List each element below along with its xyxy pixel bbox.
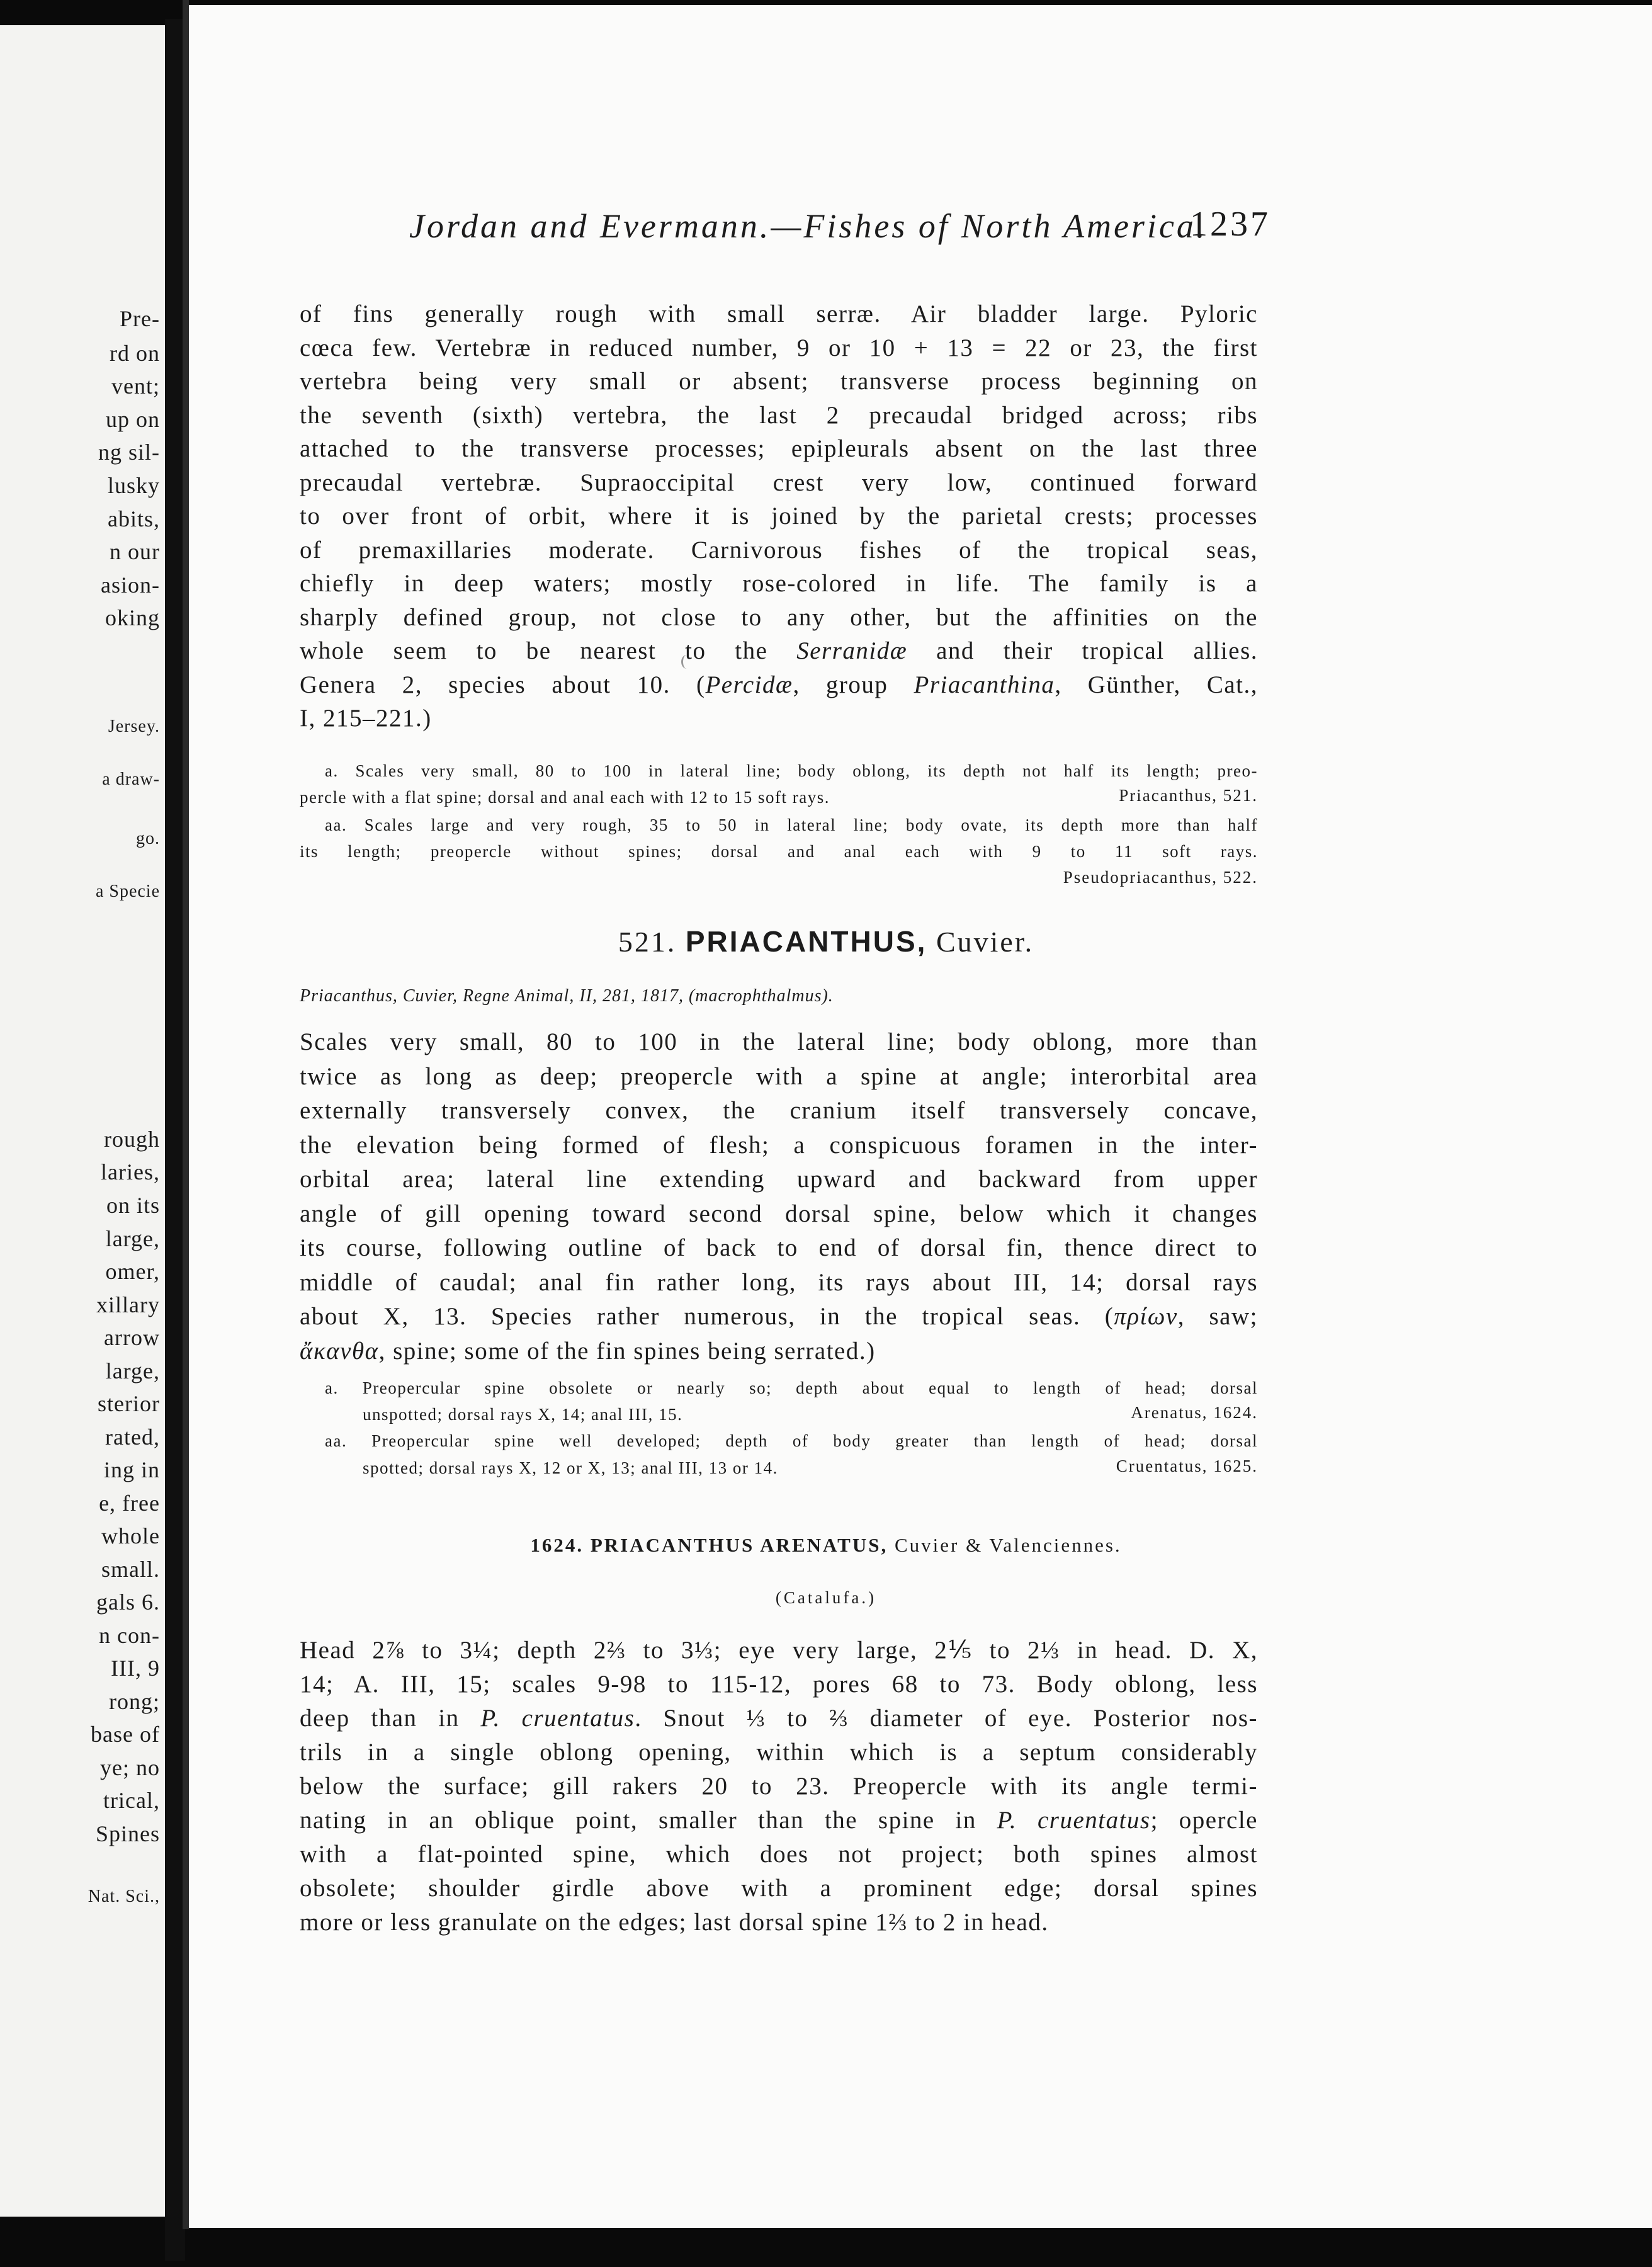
facing-page-text-fragment: ye; no (100, 1755, 160, 1780)
facing-page-text-fragment: a draw- (102, 770, 160, 789)
facing-page-text-fragment: sterior (98, 1391, 160, 1416)
facing-page-text-fragment: n our (110, 539, 160, 564)
genus-text-line: ἄκανθα, spine; some of the fin spines being serrated.) (300, 1337, 876, 1365)
facing-page-text-fragment: rated, (105, 1424, 160, 1450)
family-text-line: of premaxillaries moderate. Carnivorous fishes of the tropical seas, (300, 536, 1258, 564)
genus-key-line: aa. Scales large and very rough, 35 to 50 in lateral line; body ovate, its depth more than half (325, 815, 1258, 834)
facing-page-text-fragment: base of (91, 1722, 160, 1747)
facing-page-fragment (0, 25, 165, 2217)
species-name: PRIACANTHUS ARENATUS, (590, 1534, 888, 1556)
facing-page-text-fragment: rough (104, 1127, 160, 1152)
facing-page-text-fragment: xillary (96, 1292, 160, 1317)
family-text-line: cœca few. Vertebræ in reduced number, 9 or 10 + 13 = 22 or 23, the first (300, 334, 1258, 361)
facing-page-text-fragment: trical, (103, 1788, 160, 1813)
genus-key-reference: Priacanthus, 521. (1119, 786, 1258, 805)
species-key-reference: Cruentatus, 1625. (1116, 1457, 1258, 1475)
family-text-line: to over front of orbit, where it is joined by the parietal crests; processes (300, 503, 1258, 530)
facing-page-text-fragment: oking (105, 605, 160, 630)
facing-page-text-fragment: omer, (105, 1259, 160, 1284)
facing-page-text-fragment: Nat. Sci., (88, 1887, 160, 1906)
family-text-line: of fins generally rough with small serræ. Air bladder large. Pyloric (300, 300, 1258, 327)
species-text-line: 14; A. III, 15; scales 9-98 to 115-12, pores 68 to 73. Body oblong, less (300, 1671, 1258, 1698)
genus-citation: Priacanthus, Cuvier, Regne Animal, II, 281, 1817, (macrophthalmus). (300, 986, 834, 1006)
family-text-line: chiefly in deep waters; mostly rose-colored in life. The family is a (300, 570, 1258, 597)
species-common-name: (Catalufa.) (775, 1588, 877, 1607)
species-text-line: Head 2⅞ to 3¼; depth 2⅔ to 3⅓; eye very large, 2⅕ to 2⅓ in head. D. X, (300, 1637, 1258, 1664)
family-text-line: attached to the transverse processes; epipleurals absent on the last three (300, 435, 1258, 462)
facing-page-text-fragment: asion- (101, 572, 160, 598)
genus-key-reference: Pseudopriacanthus, 522. (1063, 868, 1258, 887)
facing-page-text-fragment: III, 9 (111, 1656, 160, 1681)
genus-text-line: about X, 13. Species rather numerous, in the tropical seas. (πρίων, saw; (300, 1303, 1258, 1330)
facing-page-text-fragment: ing in (103, 1457, 160, 1482)
species-text-line: obsolete; shoulder girdle above with a prominent edge; dorsal spines (300, 1875, 1258, 1902)
facing-page-text-fragment: Jersey. (108, 717, 160, 736)
facing-page-text-fragment: n con- (99, 1623, 160, 1648)
genus-text-line: orbital area; lateral line extending upward and backward from upper (300, 1166, 1258, 1193)
genus-key-line: percle with a flat spine; dorsal and anal each with 12 to 15 soft rays. (300, 788, 830, 807)
facing-page-text-fragment: a Specie (95, 882, 160, 901)
family-text-line: vertebra being very small or absent; transverse process beginning on (300, 368, 1258, 395)
species-key-line: a. Preopercular spine obsolete or nearly so; depth about equal to length of head; dorsal (325, 1378, 1258, 1397)
genus-text-line: its course, following outline of back to end of dorsal fin, thence direct to (300, 1234, 1258, 1261)
facing-page-text-fragment: laries, (101, 1159, 160, 1185)
family-text-line: Genera 2, species about 10. (Percidæ, group Priacanthina, Günther, Cat., (300, 671, 1258, 698)
genus-name: PRIACANTHUS, (685, 925, 927, 958)
facing-page-text-fragment: up on (106, 407, 160, 432)
facing-page-text-fragment: arrow (104, 1325, 160, 1350)
species-key-reference: Arenatus, 1624. (1131, 1403, 1258, 1422)
species-key-line: aa. Preopercular spine well developed; depth of body greater than length of head; dorsal (325, 1431, 1258, 1450)
facing-page-text-fragment: rd on (110, 341, 160, 366)
genus-key-line: its length; preopercle without spines; dorsal and anal each with 9 to 11 soft rays. (300, 842, 1258, 861)
book-gutter (165, 19, 185, 2261)
facing-page-text-fragment: whole (101, 1523, 160, 1548)
species-text-line: below the surface; gill rakers 20 to 23. Preopercle with its angle termi- (300, 1773, 1258, 1800)
genus-text-line: Scales very small, 80 to 100 in the lateral line; body oblong, more than (300, 1028, 1258, 1055)
species-text-line: deep than in P. cruentatus. Snout ⅓ to ⅔ diameter of eye. Posterior nos- (300, 1705, 1258, 1732)
species-heading (0, 1534, 1652, 1557)
facing-page-text-fragment: small. (101, 1557, 160, 1582)
species-text-line: nating in an oblique point, smaller than the spine in P. cruentatus; opercle (300, 1807, 1258, 1834)
genus-author: Cuvier. (936, 926, 1034, 958)
family-text-line: I, 215–221.) (300, 705, 432, 732)
genus-text-line: angle of gill opening toward second dorsal spine, below which it changes (300, 1200, 1258, 1227)
genus-text-line: twice as long as deep; preopercle with a spine at angle; interorbital area (300, 1062, 1258, 1090)
family-text-line: the seventh (sixth) vertebra, the last 2 precaudal bridged across; ribs (300, 401, 1258, 429)
page-number: 1237 (1190, 205, 1270, 244)
facing-page-text-fragment: rong; (109, 1689, 160, 1714)
species-author: Cuvier & Valenciennes. (894, 1534, 1122, 1556)
facing-page-text-fragment: abits, (108, 506, 160, 531)
facing-page-text-fragment: e, free (99, 1491, 160, 1516)
genus-text-line: middle of caudal; anal fin rather long, its rays about III, 14; dorsal rays (300, 1268, 1258, 1296)
genus-text-line: externally transversely convex, the cranium itself transversely concave, (300, 1097, 1258, 1124)
family-text-line: whole seem to be nearest to the Serranidæ and their tropical allies. (300, 637, 1258, 664)
species-key-line: unspotted; dorsal rays X, 14; anal III, 15. (363, 1405, 683, 1424)
species-text-line: trils in a single oblong opening, within which is a septum considerably (300, 1739, 1258, 1766)
genus-key-line: a. Scales very small, 80 to 100 in lateral line; body oblong, its depth not half its length; preo- (325, 761, 1258, 780)
facing-page-text-fragment: ng sil- (98, 440, 160, 465)
running-head: Jordan and Evermann.—Fishes of North America. (409, 207, 1208, 245)
genus-text-line: the elevation being formed of flesh; a conspicuous foramen in the inter- (300, 1131, 1258, 1159)
species-number: 1624. (530, 1534, 584, 1556)
facing-page-text-fragment: vent; (111, 373, 160, 399)
genus-number: 521. (618, 926, 677, 958)
facing-page-text-fragment: Spines (95, 1821, 160, 1846)
family-text-line: precaudal vertebræ. Supraoccipital crest very low, continued forward (300, 469, 1258, 496)
facing-page-text-fragment: go. (136, 829, 160, 848)
species-text-line: more or less granulate on the edges; last dorsal spine 1⅔ to 2 in head. (300, 1909, 1049, 1936)
facing-page-text-fragment: Pre- (120, 306, 160, 331)
facing-page-text-fragment: on its (106, 1193, 160, 1218)
family-text-line: sharply defined group, not close to any other, but the affinities on the (300, 603, 1258, 631)
species-text-line: with a flat-pointed spine, which does not project; both spines almost (300, 1841, 1258, 1868)
species-key-line: spotted; dorsal rays X, 12 or X, 13; anal III, 13 or 14. (363, 1458, 778, 1477)
page-speck (681, 655, 692, 669)
facing-page-text-fragment: gals 6. (96, 1589, 160, 1615)
facing-page-text-fragment: large, (105, 1226, 160, 1251)
facing-page-text-fragment: lusky (107, 473, 160, 498)
facing-page-text-fragment: large, (105, 1358, 160, 1383)
genus-heading (0, 924, 1652, 958)
